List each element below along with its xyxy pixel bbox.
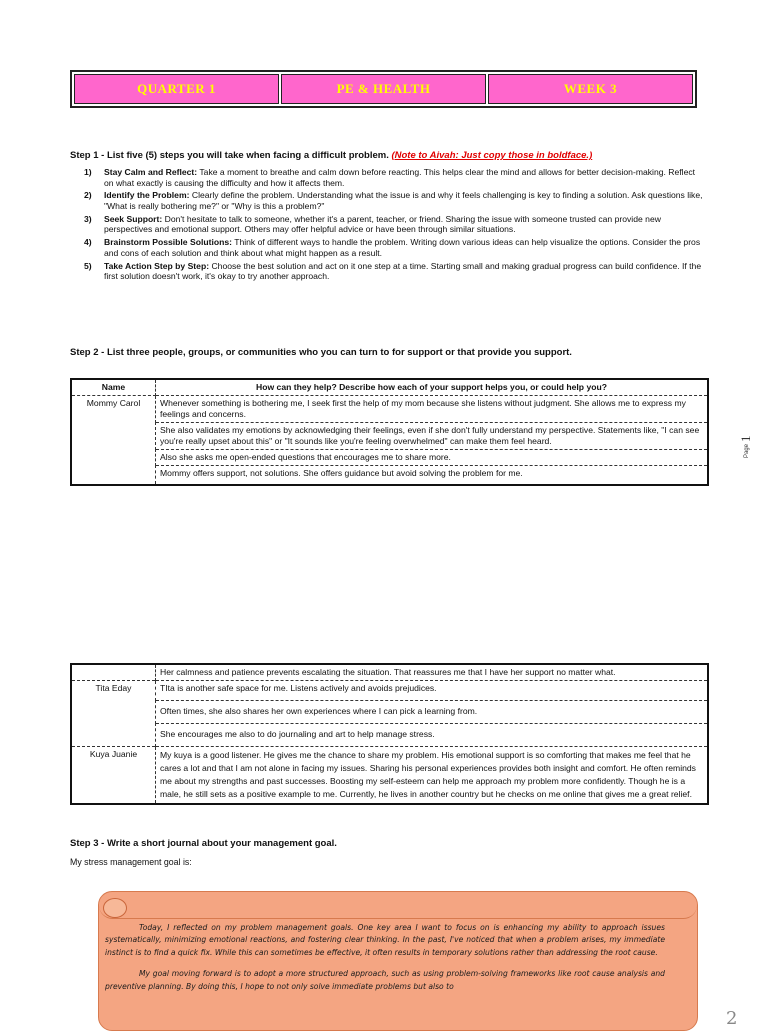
journal-paragraph: Today, I reflected on my problem management goals. One key area I want to focus on is enhancing my ability to approach issues systematically, minimizing emotional reactions, and fostering clear thinking. In the past, I've noticed that when a problem arises, my immediate instinct is to find a quick fix. While this can sometimes be effective, it often results in temporary solutions rather than addressing the root cause. <box>105 923 665 957</box>
header-banner <box>70 70 697 108</box>
table-row <box>71 701 708 724</box>
quarter-label: QUARTER 1 <box>74 74 279 104</box>
col-help: How can they help? Describe how each of your support helps you, or could help you? <box>156 379 709 396</box>
support-text: Also she asks me open-ended questions that encourages me to share more. <box>156 450 709 466</box>
item-number: 3) <box>84 213 92 224</box>
support-text: Whenever something is bothering me, I seek first the help of my mom because she listens without judgment. She allows me to express my feelings and concerns. <box>160 398 686 419</box>
support-text: TIta is another safe space for me. Listens actively and avoids prejudices. <box>156 681 709 701</box>
journal-paragraph: My goal moving forward is to adopt a more structured approach, such as using problem-solving frameworks like root cause analysis and preventive planning. By doing this, I hope to not only solve immediate problems but also to <box>105 969 665 991</box>
scroll-roll <box>99 892 697 919</box>
item-text: Think of different ways to handle the problem. Writing down various ideas can help visualize the options. Consider the pros and cons of each solution and think about what might happen as a result. <box>104 237 701 258</box>
journal-text <box>105 922 665 1002</box>
support-table-continued <box>70 663 709 805</box>
week-label: WEEK 3 <box>488 74 693 104</box>
table-row <box>71 664 708 681</box>
support-text: She also validates my emotions by acknowledging their feelings, even if she don't fully understand my perspective. Statements like, "I can see you're really upset about this" or "It sounds like you're feeling overwhelmed" can make them feel heard. <box>156 423 709 450</box>
item-text: Clearly define the problem. Understanding what the issue is and why it feels challenging is key to finding a solution. Ask questions like, "What is really bothering me?" or "Why is this a problem?" <box>104 190 703 211</box>
item-number: 4) <box>84 237 92 248</box>
support-name: Kuya Juanie <box>71 747 156 805</box>
col-name: Name <box>71 379 156 396</box>
page-word: Page <box>744 443 750 458</box>
step1-heading <box>70 150 592 161</box>
page-digit: 1 <box>738 435 753 442</box>
support-text: Often times, she also shares her own experiences where I can pick a learning from. <box>156 701 709 724</box>
table-row <box>71 724 708 747</box>
list-item <box>84 190 704 211</box>
step1-note: (Note to Aivah: Just copy those in boldface.) <box>391 150 593 161</box>
support-name: Mommy Carol <box>71 396 156 486</box>
list-item <box>84 214 704 235</box>
item-title: Seek Support: <box>104 213 163 224</box>
support-name <box>71 664 156 681</box>
item-title: Brainstorm Possible Solutions: <box>104 237 232 248</box>
list-item <box>84 167 704 188</box>
support-table <box>70 378 709 486</box>
table-header <box>71 379 708 396</box>
support-text: Mommy offers support, not solutions. She offers guidance but avoid solving the problem for me. <box>156 466 709 486</box>
support-name: Tita Eday <box>71 681 156 747</box>
step1-title: Step 1 - List five (5) steps you will take when facing a difficult problem. <box>70 150 389 161</box>
table-row <box>71 681 708 701</box>
item-text: Choose the best solution and act on it one step at a time. Starting small and making gradual progress can build confidence. If the first solution doesn't work, it's okay to try another approach. <box>104 260 702 282</box>
item-title: Take Action Step by Step: <box>104 260 210 271</box>
next-page-number: 2 <box>726 1008 738 1029</box>
step2-title: Step 2 - List three people, groups, or communities who you can turn to for support or that provide you support. <box>70 347 572 358</box>
subject-label: PE & HEALTH <box>281 74 486 104</box>
step1-list <box>84 167 704 284</box>
page-number <box>722 424 762 464</box>
support-text: Her calmness and patience prevents escalating the situation. That reassures me that I have her support no matter what. <box>160 667 616 677</box>
table-row <box>71 466 708 486</box>
table-row <box>71 396 708 423</box>
table-row <box>71 423 708 450</box>
list-item <box>84 237 704 258</box>
item-title: Stay Calm and Reflect: <box>104 167 198 177</box>
item-text: Don't hesitate to talk to someone, whether it's a parent, teacher, or friend. Sharing the issue with someone trusted can provide new perspectives and emotional support. Others may offer helpful advice or have been through similar situations. <box>104 213 661 235</box>
support-text: She encourages me also to do journaling and art to help manage stress. <box>156 724 709 747</box>
scroll-curl <box>103 898 127 918</box>
list-item <box>84 261 704 282</box>
item-text: Take a moment to breathe and calm down before reacting. This helps clear the mind and allows for better decision-making. Reflect on what exactly is causing the difficulty and how it affects them. <box>104 167 696 188</box>
support-text: My kuya is a good listener. He gives me the chance to share my problem. His emotional support is so comforting that makes me feel that he cares a lot and that I am not alone in facing my issues. Sharing his personal experiences provides both insight and comfort. He often reminds me about my strengths and past successes. Boosting my self-esteem can help me approach my problem more confidently. Though he is a male, he still sets as a positive example to me. Currently, he lives in another country but he checks on me online that gives me a great relief. <box>156 747 709 805</box>
step3-title: Step 3 - Write a short journal about your management goal. <box>70 838 337 849</box>
goal-label: My stress management goal is: <box>70 857 192 867</box>
item-number: 5) <box>84 260 92 271</box>
table-row <box>71 450 708 466</box>
journal-scroll <box>98 891 698 1031</box>
table-row <box>71 747 708 805</box>
item-title: Identify the Problem: <box>104 190 190 201</box>
item-number: 1) <box>84 167 92 177</box>
item-number: 2) <box>84 190 92 201</box>
